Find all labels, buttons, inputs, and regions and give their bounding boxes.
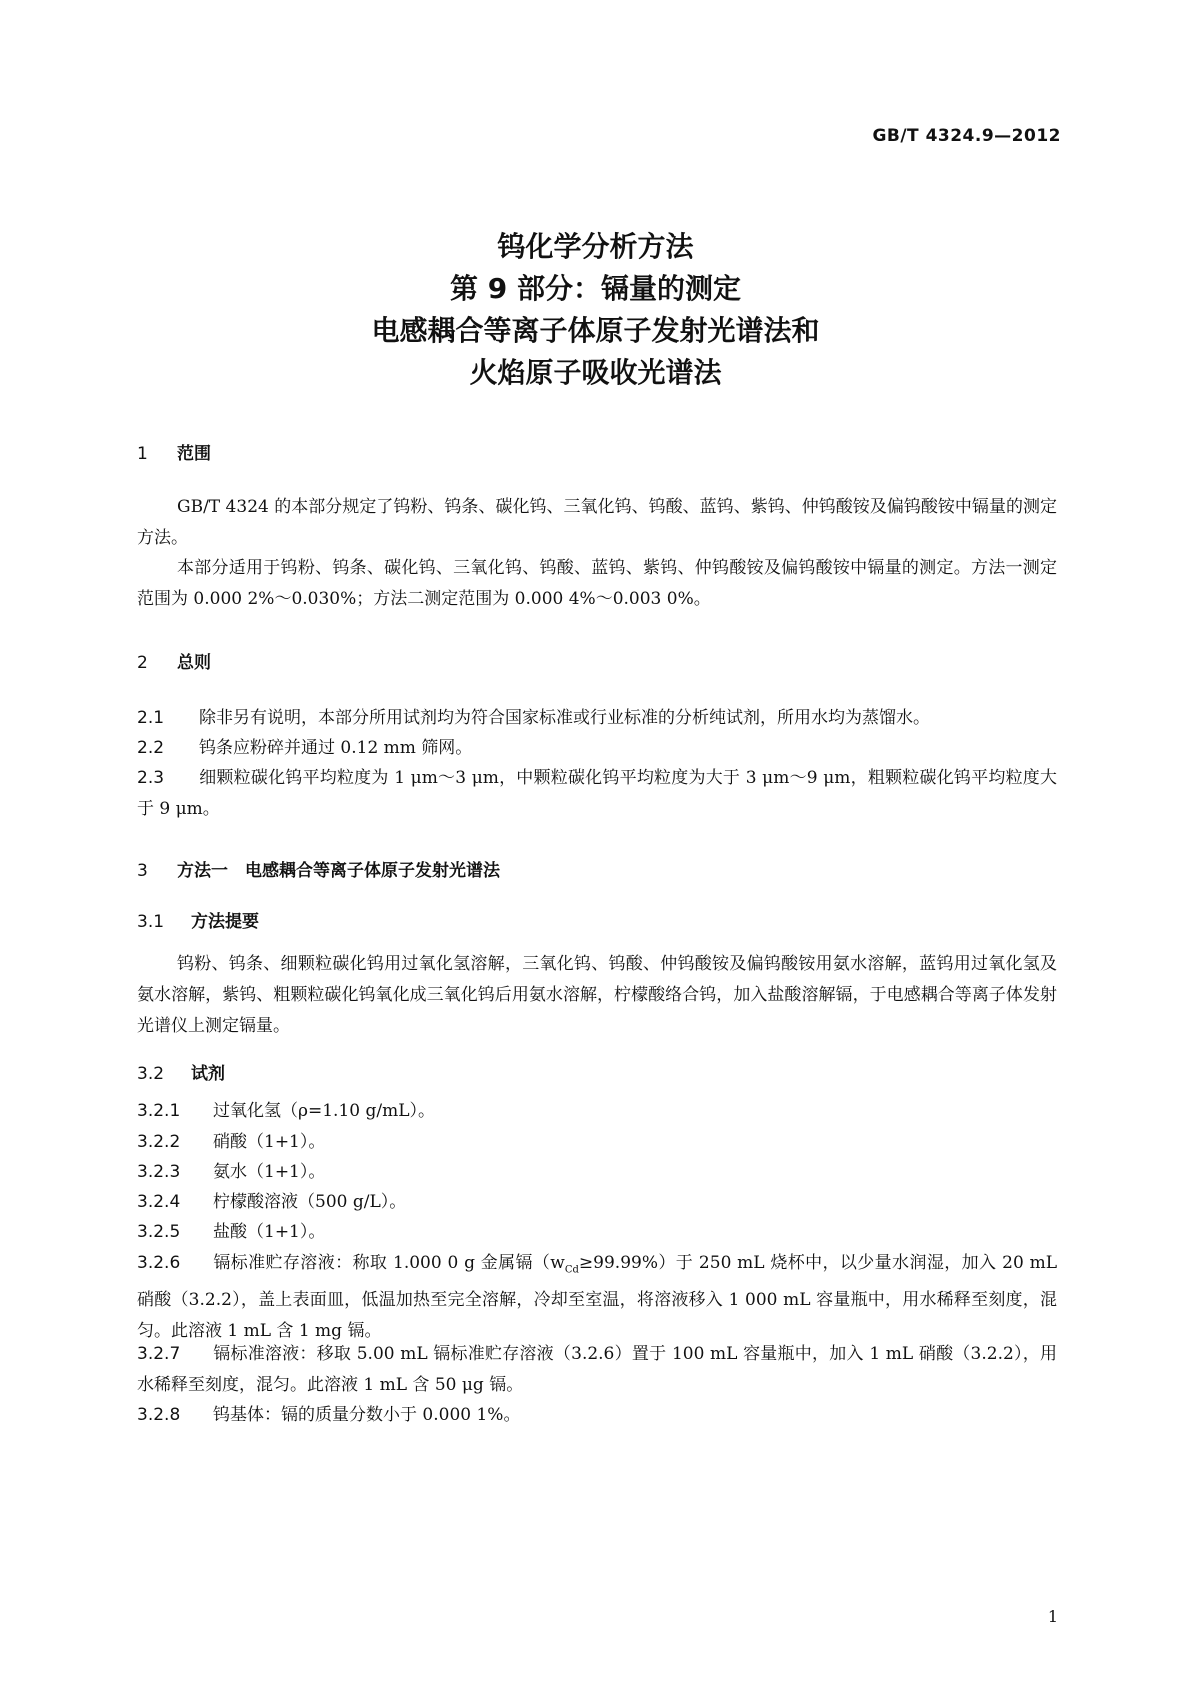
section-2-heading: [137, 648, 211, 673]
section-number: 3: [137, 861, 148, 881]
section-title: 范围: [177, 444, 211, 464]
clause-number: 3.2.5: [137, 1222, 181, 1242]
section-title: 方法一 电感耦合等离子体原子发射光谱法: [177, 861, 500, 881]
reagent-3-2-5: [137, 1217, 1057, 1248]
title-line-4: 火焰原子吸收光谱法: [469, 356, 722, 389]
clause-text: 柠檬酸溶液（500 g/L）。: [213, 1192, 407, 1212]
clause-text: 盐酸（1+1）。: [213, 1222, 326, 1242]
clause-text: 过氧化氢（ρ=1.10 g/mL）。: [213, 1101, 436, 1121]
reagent-3-2-6: [137, 1248, 1057, 1347]
reagent-3-2-1: [137, 1096, 1057, 1127]
section-title: 总则: [177, 653, 211, 673]
clause-number: 3.2.3: [137, 1162, 181, 1182]
clause-number: 3.2.1: [137, 1101, 181, 1121]
clause-text: 硝酸（1+1）。: [213, 1132, 326, 1152]
subscript-cd: Cd: [564, 1264, 579, 1276]
clause-text: 除非另有说明，本部分所用试剂均为符合国家标准或行业标准的分析纯试剂，所用水均为蒸馏水。: [199, 708, 930, 728]
section-number: 1: [137, 444, 148, 464]
document-title: [0, 226, 1191, 394]
scope-paragraph-1: GB/T 4324 的本部分规定了钨粉、钨条、碳化钨、三氧化钨、钨酸、蓝钨、紫钨、仲钨酸铵及偏钨酸铵中镉量的测定方法。: [137, 497, 1057, 548]
section-number: 3.2: [137, 1064, 165, 1084]
clause-2-2: [137, 733, 1057, 764]
section-number: 2: [137, 653, 148, 673]
section-3-heading: [137, 856, 500, 881]
clause-text: 镉标准溶液：移取 5.00 mL 镉标准贮存溶液（3.2.6）置于 100 mL 容量瓶中，加入 1 mL 硝酸（3.2.2），用水稀释至刻度，混匀。此溶液 1 mL 含 50 μg 镉。: [137, 1344, 1057, 1395]
reagent-3-2-2: [137, 1127, 1057, 1158]
standard-code: GB/T 4324.9—2012: [872, 126, 1061, 146]
clause-text: 钨条应粉碎并通过 0.12 mm 筛网。: [199, 738, 473, 758]
clause-number: 3.2.8: [137, 1405, 181, 1425]
clause-number: 2.1: [137, 708, 165, 728]
clause-text-b: ≥99.99%）于 250 mL 烧杯中，以少量水润湿，加入 20 mL 硝酸（3.2.2），盖上表面皿，低温加热至完全溶解，冷却至室温，将溶液移入 1 000 mL 容量瓶中，用水稀释至刻度，混匀。此溶液 1 mL 含 1 mg 镉。: [137, 1253, 1057, 1342]
reagent-3-2-4: [137, 1187, 1057, 1218]
reagent-3-2-7: [137, 1339, 1057, 1401]
title-line-1: 钨化学分析方法: [497, 230, 694, 263]
clause-number: 3.2.7: [137, 1344, 181, 1364]
section-title: 试剂: [191, 1064, 225, 1084]
clause-text: 细颗粒碳化钨平均粒度为 1 μm～3 μm，中颗粒碳化钨平均粒度为大于 3 μm～9 μm，粗颗粒碳化钨平均粒度大于 9 μm。: [137, 768, 1057, 819]
clause-text-a: 镉标准贮存溶液：称取 1.000 0 g 金属镉（w: [213, 1253, 565, 1273]
clause-2-1: [137, 703, 1057, 734]
title-line-3: 电感耦合等离子体原子发射光谱法和: [371, 314, 820, 347]
title-line-2: 第 9 部分：镉量的测定: [450, 272, 741, 305]
page-number: 1: [1047, 1607, 1058, 1626]
section-number: 3.1: [137, 912, 165, 932]
section-1-heading: [137, 439, 211, 464]
clause-number: 2.3: [137, 768, 165, 788]
clause-text: 钨基体：镉的质量分数小于 0.000 1%。: [213, 1405, 521, 1425]
clause-2-3: [137, 763, 1057, 825]
reagent-3-2-8: [137, 1400, 1057, 1431]
section-3-2-heading: [137, 1059, 225, 1084]
clause-number: 3.2.2: [137, 1132, 181, 1152]
clause-text: 氨水（1+1）。: [213, 1162, 326, 1182]
reagent-3-2-3: [137, 1157, 1057, 1188]
clause-number: 3.2.6: [137, 1253, 181, 1273]
method-summary-paragraph: 钨粉、钨条、细颗粒碳化钨用过氧化氢溶解，三氧化钨、钨酸、仲钨酸铵及偏钨酸铵用氨水溶解，蓝钨用过氧化氢及氨水溶解，紫钨、粗颗粒碳化钨氧化成三氧化钨后用氨水溶解，柠檬酸络合钨，加入盐酸溶解镉，于电感耦合等离子体发射光谱仪上测定镉量。: [137, 954, 1057, 1036]
scope-paragraph-2: 本部分适用于钨粉、钨条、碳化钨、三氧化钨、钨酸、蓝钨、紫钨、仲钨酸铵及偏钨酸铵中镉量的测定。方法一测定范围为 0.000 2%～0.030%；方法二测定范围为 0.000 4%～0.003 0%。: [137, 558, 1057, 609]
section-3-1-heading: [137, 907, 259, 932]
clause-number: 3.2.4: [137, 1192, 181, 1212]
section-title: 方法提要: [191, 912, 259, 932]
clause-number: 2.2: [137, 738, 165, 758]
